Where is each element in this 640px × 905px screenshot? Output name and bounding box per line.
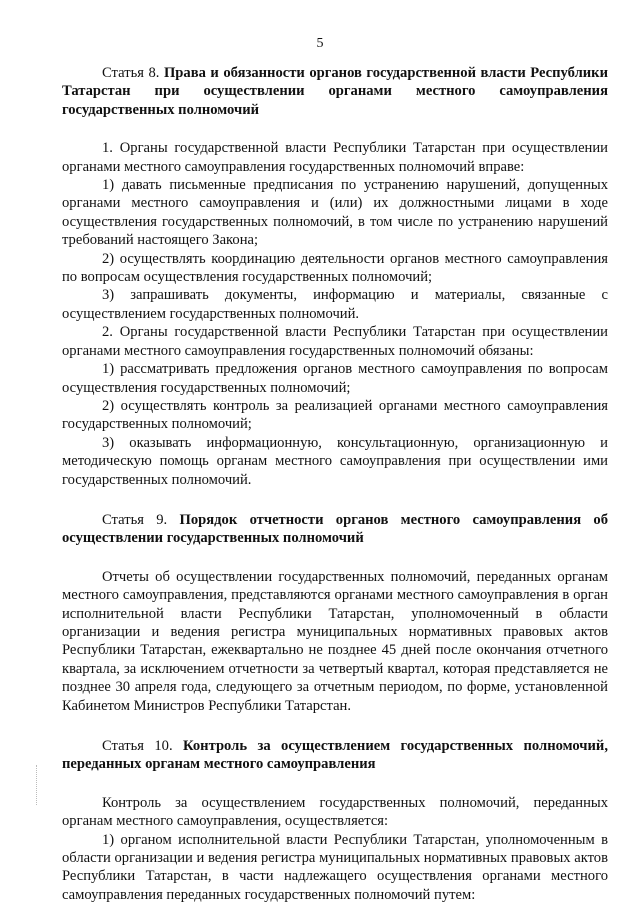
article-8-paragraph: 3) оказывать информационную, консультационную, организационную и методическую помощь органам местного самоуправления при осуществлении ими государственных полномочий.	[62, 434, 608, 488]
article-8-paragraph: 2) осуществлять координацию деятельности органов местного самоуправления по вопросам осуществления государственных полномочий;	[62, 250, 608, 286]
article-8-paragraph: 1) давать письменные предписания по устранению нарушений, допущенных органами местного самоуправления и (или) их должностными лицами в ходе осуществления государственных полномочий, в том числе по устранению нарушений требований настоящего Закона;	[62, 177, 608, 249]
article-8-paragraph: 1) рассматривать предложения органов местного самоуправления по вопросам осуществления государственных полномочий;	[62, 361, 608, 396]
article-10-paragraph: Контроль за осуществлением государственных полномочий, переданных органам местного самоуправления, осуществляется:	[62, 794, 608, 830]
article-8-title: Права и обязанности органов государственной власти Республики Татарстан при осуществлении органами местного самоуправления государственных полномочий	[62, 65, 608, 118]
article-10-paragraph: 1) органом исполнительной власти Республики Татарстан, уполномоченным в области организации и ведения регистра муниципальных нормативных правовых актов Республики Татарстан, в части надлежащего осуществления органами местного самоуправления переданных государственных полномочий путем:	[62, 831, 608, 903]
article-8-paragraph: 2) осуществлять контроль за реализацией органами местного самоуправления государственных полномочий;	[62, 397, 608, 433]
article-10-prefix: Статья 10.	[102, 738, 173, 754]
article-8-heading	[62, 64, 608, 119]
article-10-heading	[62, 737, 608, 774]
article-10-title: Контроль за осуществлением государственных полномочий, переданных органам местного самоуправления	[62, 738, 608, 773]
article-9-prefix: Статья 9.	[102, 511, 168, 528]
article-9-paragraph: Отчеты об осуществлении государственных полномочий, переданных органам местного самоуправления, представляются органами местного самоуправления в орган исполнительной власти Республики Татарстан, уполномоченный в области организации и ведения регистра муниципальных нормативных правовых актов Республики Татарстан, ежеквартально не позднее 45 дней после окончания отчетного квартала, за исключением отчетности за четвертый квартал, которая представляется не позднее 30 апреля года, следующего за отчетным периодом, по форме, установленной Кабинетом Министров Республики Татарстан.	[62, 568, 608, 714]
page-number: 5	[316, 36, 324, 51]
margin-mark	[36, 765, 38, 805]
article-8-paragraph: 3) запрашивать документы, информацию и материалы, связанные с осуществлением государственных полномочий.	[62, 287, 608, 322]
article-8-paragraph: 1. Органы государственной власти Республики Татарстан при осуществлении органами местного самоуправления государственных полномочий вправе:	[62, 140, 608, 175]
document-body	[62, 64, 608, 904]
article-9-heading	[62, 511, 608, 548]
article-8-prefix: Статья 8.	[102, 65, 160, 81]
article-9-title: Порядок отчетности органов местного самоуправления об осуществлении государственных полномочий	[62, 511, 608, 547]
article-8-paragraph: 2. Органы государственной власти Республики Татарстан при осуществлении органами местного самоуправления государственных полномочий обязаны:	[62, 324, 608, 359]
